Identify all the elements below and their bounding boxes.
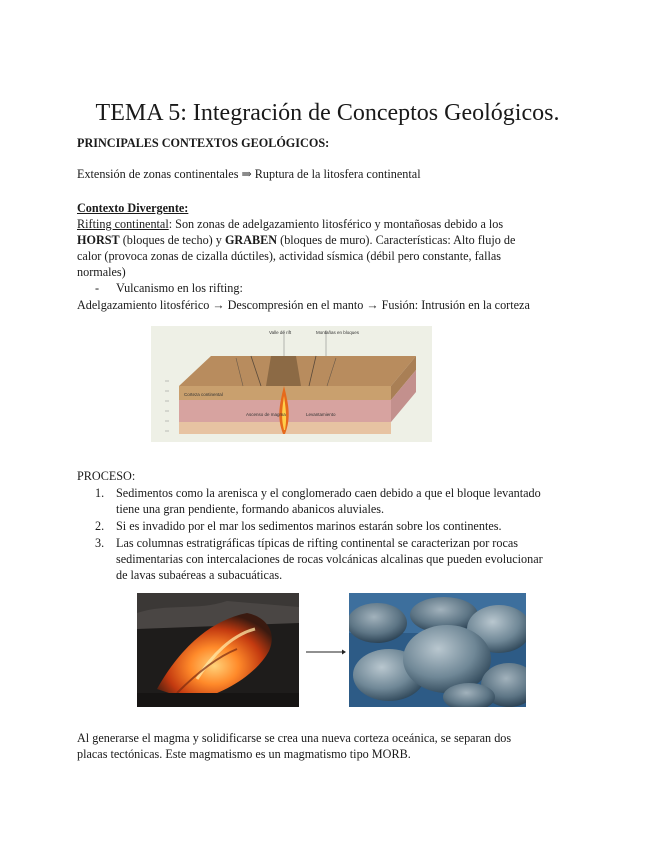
process-item-3-line-2: sedimentarias con intercalaciones de rocas volcánicas alcalinas que pueden evolucionar	[116, 552, 543, 566]
rifting-line-4: normales)	[77, 265, 126, 279]
label-magma: Ascenso de magma	[246, 412, 286, 417]
conclusion-line-2: placas tectónicas. Este magmatismo es un magmatismo tipo MORB.	[77, 747, 411, 761]
rifting-term: Rifting continental	[77, 217, 169, 231]
process-item-3-num: 3.	[95, 536, 105, 550]
pillow-lava-photo	[349, 593, 526, 707]
lava-photo-svg	[137, 593, 299, 707]
bullet-dash: -	[95, 281, 100, 295]
chain-arrow-2: →	[366, 298, 379, 312]
horst-term: HORST	[77, 233, 120, 247]
rifting-line-2	[77, 232, 515, 248]
conclusion-line-1: Al generarse el magma y solidificarse se crea una nueva corteza oceánica, se separan dos	[77, 731, 512, 745]
process-item-2-line-1: Si es invadido por el mar los sedimentos marinos estarán sobre los continentes.	[116, 519, 502, 533]
process-heading: PROCESO:	[77, 469, 136, 483]
horst-desc: (bloques de techo) y	[119, 233, 225, 247]
graben-term: GRABEN	[224, 233, 278, 247]
chain-step-3: Fusión: Intrusión en la corteza	[381, 298, 530, 312]
rifting-line-1	[77, 216, 503, 232]
rifting-desc: : Son zonas de adelgazamiento litosférico y montañosas debido a los	[168, 217, 504, 231]
chain-step-1: Adelgazamiento litosférico	[77, 298, 210, 312]
label-valley: Valle de rift	[269, 330, 292, 335]
rifting-line-3: calor (provoca zonas de cizalla dúctiles), actividad sísmica (débil pero constante, fallas	[77, 249, 502, 263]
divergent-heading: Contexto Divergente:	[77, 201, 189, 215]
graben-desc: (bloques de muro). Características: Alto flujo de	[277, 233, 516, 247]
rift-diagram	[151, 326, 432, 442]
rift-diagram-svg	[151, 326, 432, 442]
process-item-3-line-1: Las columnas estratigráficas típicas de rifting continental se caracterizan por rocas	[116, 536, 519, 550]
extension-right: Ruptura de la litosfera continental	[254, 167, 421, 181]
contexts-heading: PRINCIPALES CONTEXTOS GEOLÓGICOS:	[77, 136, 330, 150]
extension-line	[77, 166, 421, 182]
label-crust: Corteza continental	[184, 392, 223, 397]
label-blocks: Montañas en bloques	[316, 330, 360, 335]
bullet-text: Vulcanismo en los rifting:	[116, 281, 243, 295]
implies-arrow: ⇒	[241, 167, 252, 181]
lava-photo	[137, 593, 299, 707]
page-title: TEMA 5: Integración de Conceptos Geológicos.	[95, 100, 560, 126]
process-item-3-line-3: de lavas subaéreas a subacuáticas.	[116, 568, 283, 582]
process-item-1-num: 1.	[95, 486, 105, 500]
transition-arrow-icon	[306, 648, 346, 656]
process-item-1-line-1: Sedimentos como la arenisca y el conglomerado caen debido a que el bloque levantado	[116, 486, 541, 500]
extension-left: Extensión de zonas continentales	[77, 167, 239, 181]
chain-arrow-1: →	[212, 298, 225, 312]
process-item-2-num: 2.	[95, 519, 105, 533]
label-thinning: Levantamiento	[306, 412, 336, 417]
volcanism-chain	[77, 297, 530, 313]
pillow-lava-photo-svg	[349, 593, 526, 707]
process-item-1-line-2: tiene una gran pendiente, formando abanicos aluviales.	[116, 502, 385, 516]
chain-step-2: Descompresión en el manto	[227, 298, 364, 312]
